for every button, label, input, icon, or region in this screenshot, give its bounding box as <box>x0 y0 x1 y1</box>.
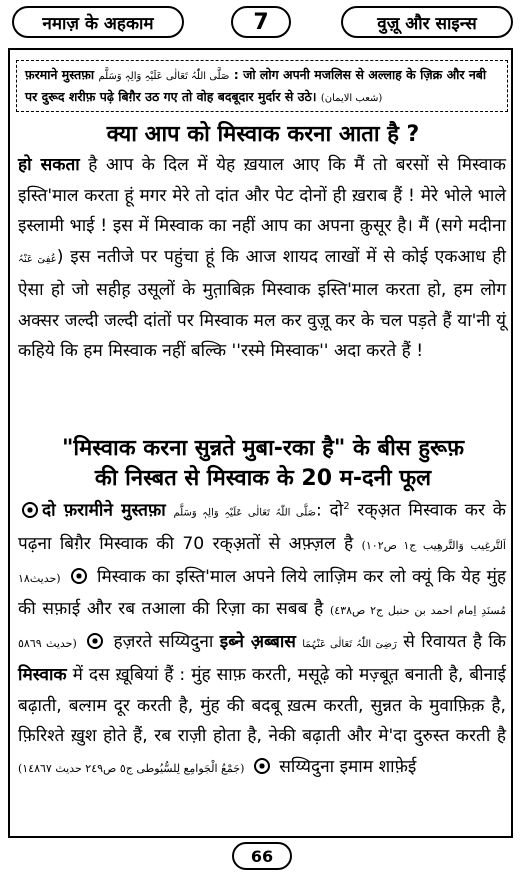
hadith-quote-box <box>16 60 508 112</box>
para2-arabic2: رَضِیَ اللّٰہُ تَعَالٰی عَنْہُمَا <box>302 638 397 650</box>
para2-text2: रक्अ़त मिस्वाक कर के पढ़ना बिग़ैर मिस्वाक की 70 रक्अ़तों से अफ़्ज़ल है <box>18 500 506 555</box>
header-chapter-number <box>231 6 291 38</box>
page-number <box>232 842 292 870</box>
para1-text2: ) इस नतीजे पर पहुंचा हूं कि आज शायद लाखों में से कोई एकआध ही ऐसा हो जो सहीह़ उसूलों के मुत़ाबिक़ मिस्वाक इस्ति'माल करता हो, हम लोग अक्सर जल्दी जल्दी दांतों पर मिस्वाक मल कर वुज़ू कर के चल पड़ते हैं या'नी यूं कहिये कि हम मिस्वाक नहीं बल्कि ''रस्मे मिस्वाक'' अदा करते हैं ! <box>18 246 506 361</box>
paragraph-1 <box>18 150 506 367</box>
flower-bullet-icon <box>22 502 38 518</box>
reference-2: (مُسنَدِ اِمام احمد بن حنبل ج٢ ص٤٣٨ حدیث ٥٨٦٩) <box>18 604 507 650</box>
para2-text4: हज़रते सय्यिदुना <box>107 631 220 652</box>
para2-name: इब्ने अ़ब्बास <box>219 631 296 652</box>
header-title-right <box>341 6 513 38</box>
para2-lead: दो फ़रामीने मुस्तफ़ा <box>42 500 166 521</box>
quote-text: : जो लोग अपनी मजलिस से अल्लाह के ज़िक्र और नबी पर दुरूद शरीफ़ पढ़े बिग़ैर उठ गए तो वोह बदबूदार मुर्दार से उठे। <box>25 67 487 104</box>
quote-source: (شعب الایمان) <box>320 93 383 104</box>
flower-bullet-icon <box>254 758 270 774</box>
paragraph-2 <box>18 492 506 784</box>
para1-text: है आप के दिल में येह ख़याल आए कि मैं तो बरसों से मिस्वाक इस्ति'माल करता हूं मगर मेरे तो दांत और पेट दोनों ही ख़राब हैं ! मेरे भोले भाले इस्लामी भाई ! इस में मिस्वाक का नहीं आप का अपना क़ुसूर है। मैं (सगे मदीना <box>18 155 506 236</box>
para2-bold2: मिस्वाक <box>18 665 67 686</box>
header-left-label: नमाज़ के अहकाम <box>42 13 154 34</box>
header-number-label: 7 <box>253 9 269 35</box>
para2-text6: में दस ख़ूबियां हैं : मुंह साफ़ करती, मसूढ़े को मज़्बूत़ बनाती है, बीनाई बढ़ाती, बल्ग़म दूर करती है, मुंह की बदबू ख़त्म करती, सुन्नत के मुवाफ़िक़ है, फ़िरिश्ते ख़ुश होते हैं, रब राज़ी होता है, नेकी बढ़ाती और मे'दा दुरुस्त करती है <box>18 665 506 747</box>
header-title-left <box>12 6 184 38</box>
quote-lead: फ़रमाने मुस्तफ़ा <box>25 67 95 82</box>
section-heading-2-line-1: "मिस्वाक करना सुन्नते मुबा-रका है" के बीस हुरूफ़ <box>61 436 465 461</box>
reference-1: (اَلتَّرغِیب وَالتَّرهِیب ج١ ص١٠٢ حدیث١٨) <box>18 539 506 585</box>
para2-salutation: صَلَّی اللّٰہُ تَعَالٰی عَلَیْہِ وَالِہٖ وَسَلَّم <box>173 507 317 519</box>
header-right-label: वुज़ू और साइन्स <box>377 13 477 34</box>
para1-arabic: عُفِیَ عَنْہُ <box>18 253 57 265</box>
para2-text5: से रिवायत है कि <box>396 631 506 652</box>
para1-lead: हो सकता <box>18 155 80 175</box>
para2-text1: : दो <box>316 500 344 521</box>
para2-text7: सय्यिदुना इमाम शाफ़ेई <box>273 756 417 777</box>
para2-text3: मिस्वाक का इस्ति'माल अपने लिये लाज़िम कर लो क्यूं कि येह मुंह की सफ़ाई और रब तआला की रिज़ा का सबब है <box>18 566 507 620</box>
reference-3: (جَمْعُ الْجَوامِع لِلسُّیُوطی ج٥ ص٢٤٩ حدیث ١٤٨٦٧) <box>18 761 245 775</box>
page-number-label: 66 <box>250 846 274 866</box>
section-heading-1: क्या आप को मिस्वाक करना आता है ? <box>106 122 420 147</box>
flower-bullet-icon <box>71 568 87 584</box>
para2-sup: 2 <box>343 501 350 512</box>
section-heading-2-line-2: की निस्बत से मिस्वाक के 20 म-दनी फूल <box>94 466 432 491</box>
flower-bullet-icon <box>87 633 103 649</box>
quote-salutation: صَلَّی اللّٰہُ تَعَالٰی عَلَیْہِ وَالِہٖ وَسَلَّم <box>98 71 230 82</box>
